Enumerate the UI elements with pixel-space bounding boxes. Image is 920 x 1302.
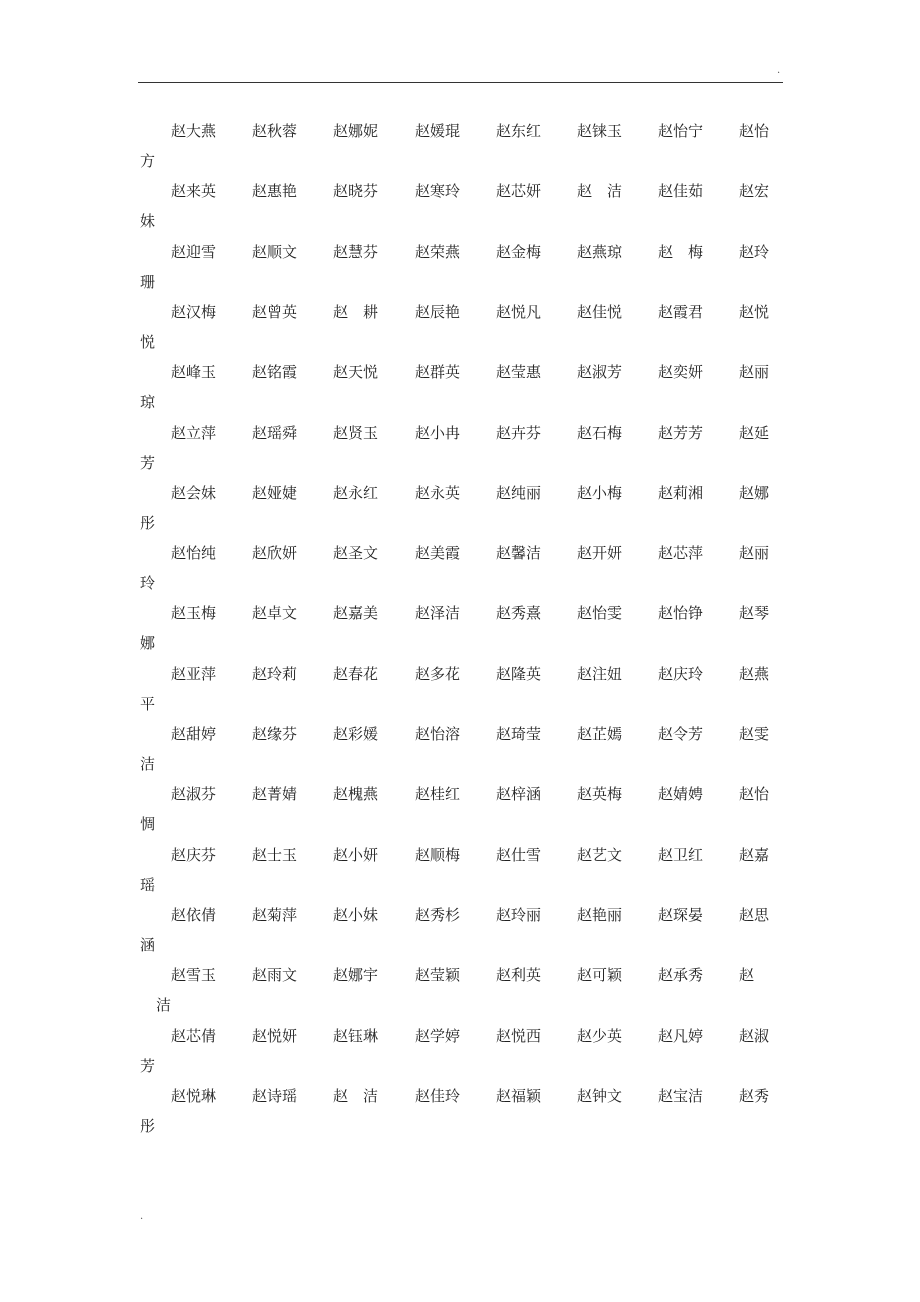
- name-cell: 赵燕: [739, 664, 770, 683]
- name-cell: 赵金梅: [496, 242, 542, 261]
- name-cell: 赵思: [739, 905, 770, 924]
- name-row: [0, 904, 920, 964]
- name-cell: 赵悦琳: [171, 1086, 217, 1105]
- name-cell: 赵玲莉: [252, 664, 298, 683]
- name-cell: 赵佳悦: [577, 302, 623, 321]
- name-cell: 赵可颖: [577, 966, 623, 985]
- name-cell: 赵淑芳: [577, 363, 623, 382]
- name-cell: 赵芯萍: [658, 544, 704, 563]
- name-row: [0, 663, 920, 723]
- name-cell: 赵石梅: [577, 423, 623, 442]
- name-cell: 赵永红: [333, 483, 379, 502]
- name-cell: 赵承秀: [658, 966, 704, 985]
- name-cell: 赵怡溶: [415, 725, 461, 743]
- name-cell: 赵芯倩: [171, 1026, 217, 1045]
- name-cell: 赵怡铮: [658, 604, 704, 623]
- name-row: [0, 301, 920, 361]
- name-cell: 赵学婷: [415, 1026, 461, 1045]
- name-cell: 赵怡纯: [171, 544, 217, 563]
- name-cell: 赵令芳: [658, 725, 704, 743]
- name-cell: 赵春花: [333, 664, 379, 683]
- name-cell: 赵婧娉: [658, 785, 704, 804]
- name-cell: 赵晓芬: [333, 182, 379, 201]
- name-cell: 赵纯丽: [496, 483, 542, 502]
- name-row: [0, 602, 920, 662]
- name-cell: 赵琴: [739, 604, 770, 623]
- name-cell: 赵怡宁: [658, 122, 704, 140]
- wrapped-char: 惆: [140, 815, 156, 834]
- name-cell: 赵雯: [739, 725, 770, 743]
- name-row: [0, 964, 920, 1024]
- name-cell: 赵丽: [739, 544, 770, 563]
- name-cell: 赵钰琳: [333, 1026, 379, 1045]
- name-cell: 赵秋蓉: [252, 122, 298, 140]
- name-cell: 赵艳丽: [577, 905, 623, 924]
- name-row: [0, 361, 920, 421]
- name-cell: 赵多花: [415, 664, 461, 683]
- name-cell: 赵桂红: [415, 785, 461, 804]
- name-cell: 赵莉湘: [658, 483, 704, 502]
- name-cell: 赵庆芬: [171, 845, 217, 864]
- name-cell: 赵亚萍: [171, 664, 217, 683]
- name-cell: 赵梓涵: [496, 785, 542, 804]
- name-cell: 赵佳玲: [415, 1086, 461, 1105]
- name-cell: 赵雨文: [252, 966, 298, 985]
- name-cell: 赵佳茹: [658, 182, 704, 201]
- wrapped-char: 芳: [140, 1056, 156, 1075]
- wrapped-char: 娜: [140, 634, 156, 653]
- name-cell: 赵迎雪: [171, 242, 217, 261]
- name-cell: 赵卓文: [252, 604, 298, 623]
- name-cell: 赵芳芳: [658, 423, 704, 442]
- name-cell: 赵开妍: [577, 544, 623, 563]
- wrapped-char: 涵: [140, 935, 156, 954]
- wrapped-char: 琼: [140, 393, 156, 412]
- name-cell: 赵秀: [739, 1086, 770, 1105]
- name-cell: 赵大燕: [171, 122, 217, 140]
- name-cell: 赵立萍: [171, 423, 217, 442]
- name-cell: 赵瑶舜: [252, 423, 298, 442]
- name-cell: 赵甜婷: [171, 725, 217, 743]
- name-row: [0, 1085, 920, 1145]
- name-cell: 赵美霞: [415, 544, 461, 563]
- name-cell: 赵来英: [171, 182, 217, 201]
- name-cell: 赵小妹: [333, 905, 379, 924]
- name-cell: 赵悦妍: [252, 1026, 298, 1045]
- wrapped-char: 珊: [140, 272, 156, 291]
- name-cell: 赵秀杉: [415, 905, 461, 924]
- name-cell: 赵菁婧: [252, 785, 298, 804]
- name-cell: 赵秀熹: [496, 604, 542, 623]
- name-cell: 赵依倩: [171, 905, 217, 924]
- name-cell: 赵 耕: [333, 302, 379, 321]
- name-cell: 赵悦凡: [496, 302, 542, 321]
- name-cell: 赵士玉: [252, 845, 298, 864]
- name-cell: 赵琛晏: [658, 905, 704, 924]
- name-cell: 赵宝洁: [658, 1086, 704, 1105]
- name-cell: 赵贤玉: [333, 423, 379, 442]
- name-row: [0, 783, 920, 843]
- name-cell: 赵芷嫣: [577, 725, 623, 743]
- name-cell: 赵泽洁: [415, 604, 461, 623]
- name-cell: 赵淑: [739, 1026, 770, 1045]
- name-row: [0, 241, 920, 301]
- header-mark: .: [777, 65, 781, 76]
- header-rule: [138, 82, 783, 83]
- wrapped-char: 平: [140, 694, 156, 713]
- name-cell: 赵惠艳: [252, 182, 298, 201]
- wrapped-char: 玲: [140, 574, 156, 593]
- name-cell: 赵菊萍: [252, 905, 298, 924]
- name-cell: 赵 洁: [333, 1086, 379, 1105]
- name-cell: 赵天悦: [333, 363, 379, 382]
- name-cell: 赵槐燕: [333, 785, 379, 804]
- name-cell: 赵燕琼: [577, 242, 623, 261]
- name-cell: 赵嘉美: [333, 604, 379, 623]
- name-cell: 赵东红: [496, 122, 542, 140]
- name-cell: 赵 梅: [658, 242, 704, 261]
- name-cell: 赵寒玲: [415, 182, 461, 201]
- name-cell: 赵注妞: [577, 664, 623, 683]
- name-row: [0, 482, 920, 542]
- name-cell: 赵馨洁: [496, 544, 542, 563]
- wrapped-char: 瑶: [140, 875, 156, 894]
- name-cell: 赵玲丽: [496, 905, 542, 924]
- name-row: [0, 1025, 920, 1085]
- name-cell: 赵钟文: [577, 1086, 623, 1105]
- name-cell: 赵玲: [739, 242, 770, 261]
- name-cell: 赵汉梅: [171, 302, 217, 321]
- name-cell: 赵芯妍: [496, 182, 542, 201]
- name-cell: 赵宏: [739, 182, 770, 201]
- name-cell: 赵雪玉: [171, 966, 217, 985]
- name-cell: 赵荣燕: [415, 242, 461, 261]
- name-cell: 赵琦莹: [496, 725, 542, 743]
- wrapped-char: 方: [140, 152, 156, 170]
- name-cell: 赵丽: [739, 363, 770, 382]
- name-cell: 赵延: [739, 423, 770, 442]
- name-cell: 赵隆英: [496, 664, 542, 683]
- name-cell: 赵霞君: [658, 302, 704, 321]
- wrapped-char: 洁: [140, 755, 156, 773]
- name-cell: 赵辰艳: [415, 302, 461, 321]
- name-cell: 赵圣文: [333, 544, 379, 563]
- name-cell: 赵娜妮: [333, 122, 379, 140]
- name-cell: 赵铼玉: [577, 122, 623, 140]
- name-row: [0, 542, 920, 602]
- wrapped-char: 彤: [140, 513, 156, 532]
- name-cell: 赵福颖: [496, 1086, 542, 1105]
- name-cell: 赵峰玉: [171, 363, 217, 382]
- wrapped-char: 悦: [140, 332, 156, 351]
- name-cell: 赵顺文: [252, 242, 298, 261]
- name-cell: 赵媛琨: [415, 122, 461, 140]
- name-cell: 赵卉芬: [496, 423, 542, 442]
- name-cell: 赵诗瑶: [252, 1086, 298, 1105]
- name-cell: 赵娜: [739, 483, 770, 502]
- wrapped-char: 芳: [140, 453, 156, 472]
- name-row: [0, 120, 920, 180]
- name-cell: 赵怡: [739, 785, 770, 804]
- name-cell: 赵悦西: [496, 1026, 542, 1045]
- name-cell: 赵艺文: [577, 845, 623, 864]
- name-row: [0, 422, 920, 482]
- name-cell: 赵小妍: [333, 845, 379, 864]
- name-cell: 赵会妹: [171, 483, 217, 502]
- name-cell: 赵悦: [739, 302, 770, 321]
- name-cell: 赵顺梅: [415, 845, 461, 864]
- name-cell: 赵莹惠: [496, 363, 542, 382]
- footer-mark: .: [140, 1211, 144, 1222]
- name-cell: 赵怡: [739, 122, 770, 140]
- name-cell: 赵卫红: [658, 845, 704, 864]
- name-cell: 赵莹颖: [415, 966, 461, 985]
- name-cell: 赵利英: [496, 966, 542, 985]
- name-cell: 赵玉梅: [171, 604, 217, 623]
- wrapped-char: 妹: [140, 212, 156, 231]
- name-cell: 赵彩媛: [333, 725, 379, 743]
- name-cell: 赵永英: [415, 483, 461, 502]
- name-cell: 赵庆玲: [658, 664, 704, 683]
- name-cell: 赵嘉: [739, 845, 770, 864]
- name-cell: 赵欣妍: [252, 544, 298, 563]
- name-cell: 赵英梅: [577, 785, 623, 804]
- name-cell: 赵娅婕: [252, 483, 298, 502]
- name-cell: 赵娜宇: [333, 966, 379, 985]
- name-row: [0, 180, 920, 240]
- name-cell: 赵少英: [577, 1026, 623, 1045]
- name-cell: 赵群英: [415, 363, 461, 382]
- name-cell: 赵 洁: [577, 182, 623, 201]
- name-cell: 赵: [739, 966, 755, 985]
- name-cell: 赵小梅: [577, 483, 623, 502]
- name-cell: 赵慧芬: [333, 242, 379, 261]
- wrapped-char: 彤: [140, 1116, 156, 1135]
- wrapped-char: 洁: [156, 996, 172, 1015]
- name-cell: 赵缘芬: [252, 725, 298, 743]
- name-cell: 赵怡雯: [577, 604, 623, 623]
- name-cell: 赵凡婷: [658, 1026, 704, 1045]
- name-cell: 赵仕雪: [496, 845, 542, 864]
- name-cell: 赵淑芬: [171, 785, 217, 804]
- name-cell: 赵曾英: [252, 302, 298, 321]
- name-row: [0, 723, 920, 783]
- name-row: [0, 844, 920, 904]
- name-cell: 赵奕妍: [658, 363, 704, 382]
- name-cell: 赵小冉: [415, 423, 461, 442]
- name-cell: 赵铭霞: [252, 363, 298, 382]
